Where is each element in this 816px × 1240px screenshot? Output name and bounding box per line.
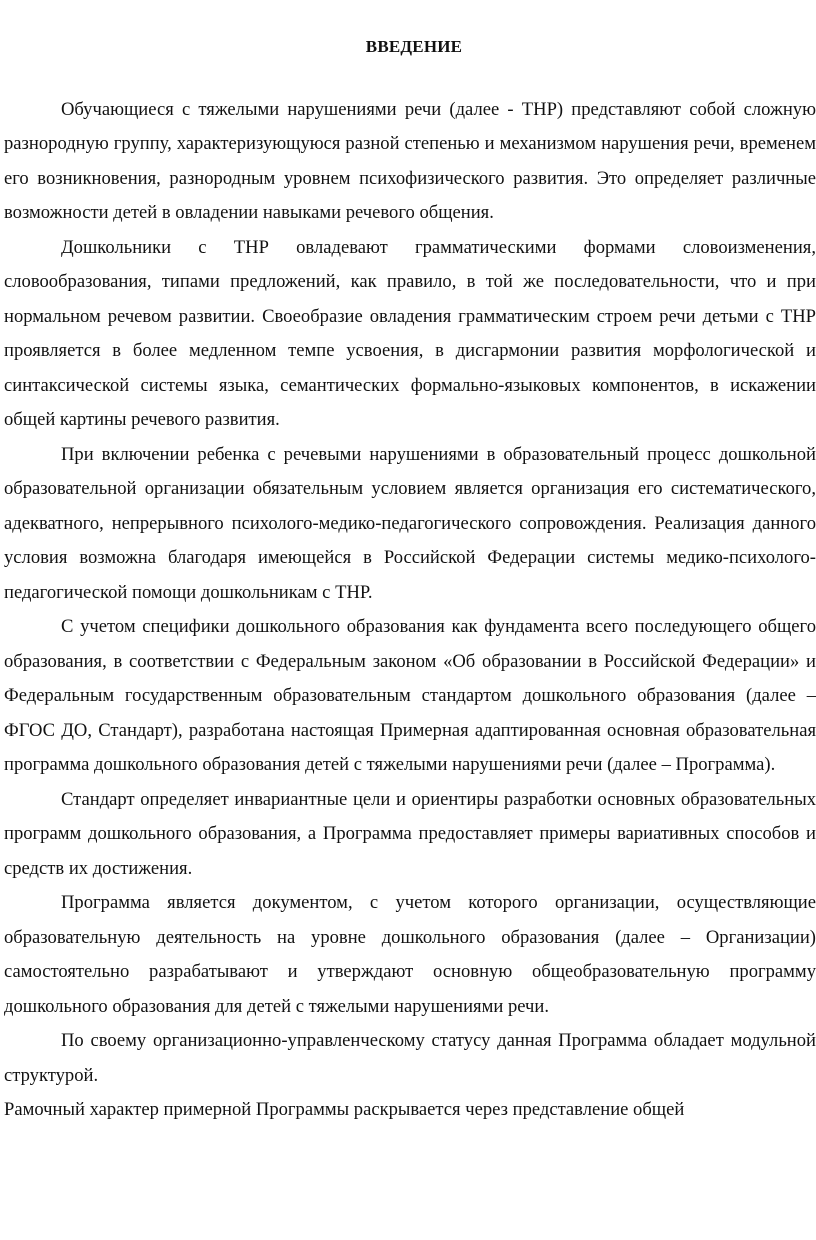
paragraph-standard-basis: С учетом специфики дошкольного образования как фундамента всего последующего общего образования, в соответствии с Федеральным законом «Об образовании в Российской Федерации» и Федеральным государственным образовательным стандартом дошкольного образования (далее – ФГОС ДО, Стандарт), разработана настоящая Примерная адаптированная основная образовательная программа дошкольного образования детей с тяжелыми нарушениями речи (далее – Программа). [4,616,816,775]
paragraph-intro: Обучающиеся с тяжелыми нарушениями речи (далее - ТНР) представляют собой сложную разнородную группу, характеризующуюся разной степенью и механизмом нарушения речи, временем его возникновения, разнородным уровнем психофизического развития. Это определяет различные возможности детей в овладении навыками речевого общения. [4,98,816,223]
paragraph-standard-goals: Стандарт определяет инвариантные цели и ориентиры разработки основных образовательных программ дошкольного образования, а Программа предоставляет примеры вариативных способов и средств их достижения. [4,788,816,879]
paragraph-modular-structure: По своему организационно-управленческому статусу данная Программа обладает модульной структурой. [4,1030,816,1086]
paragraph-grammar: Дошкольники с ТНР овладевают грамматическими формами словоизменения, словообразования, типами предложений, как правило, в той же последовательности, что и при нормальном речевом развитии. Своеобразие овладения грамматическим строем речи детьми с ТНР проявляется в более медленном темпе усвоения, в дисгармонии развития морфологической и синтаксической системы языка, семантических формально-языковых компонентов, в искажении общей картины речевого развития. [4,236,816,430]
paragraph-framework-line: Рамочный характер примерной Программы раскрывается через представление общей [4,1099,685,1120]
paragraph-program-document: Программа является документом, с учетом которого организации, осуществляющие образовательную деятельность на уровне дошкольного образования (далее – Организации) самостоятельно разрабатывают и утверждают основную общеобразовательную программу дошкольного образования для детей с тяжелыми нарушениями речи. [4,892,816,1017]
document-body [4,30,816,1128]
document-title: ВВЕДЕНИЕ [365,37,463,56]
paragraph-inclusion: При включении ребенка с речевыми нарушениями в образовательный процесс дошкольной образовательной организации обязательным условием является организация его систематического, адекватного, непрерывного психолого-медико-педагогического сопровождения. Реализация данного условия возможна благодаря имеющейся в Российской Федерации системы медико-психолого-педагогической помощи дошкольникам с ТНР. [4,443,816,603]
